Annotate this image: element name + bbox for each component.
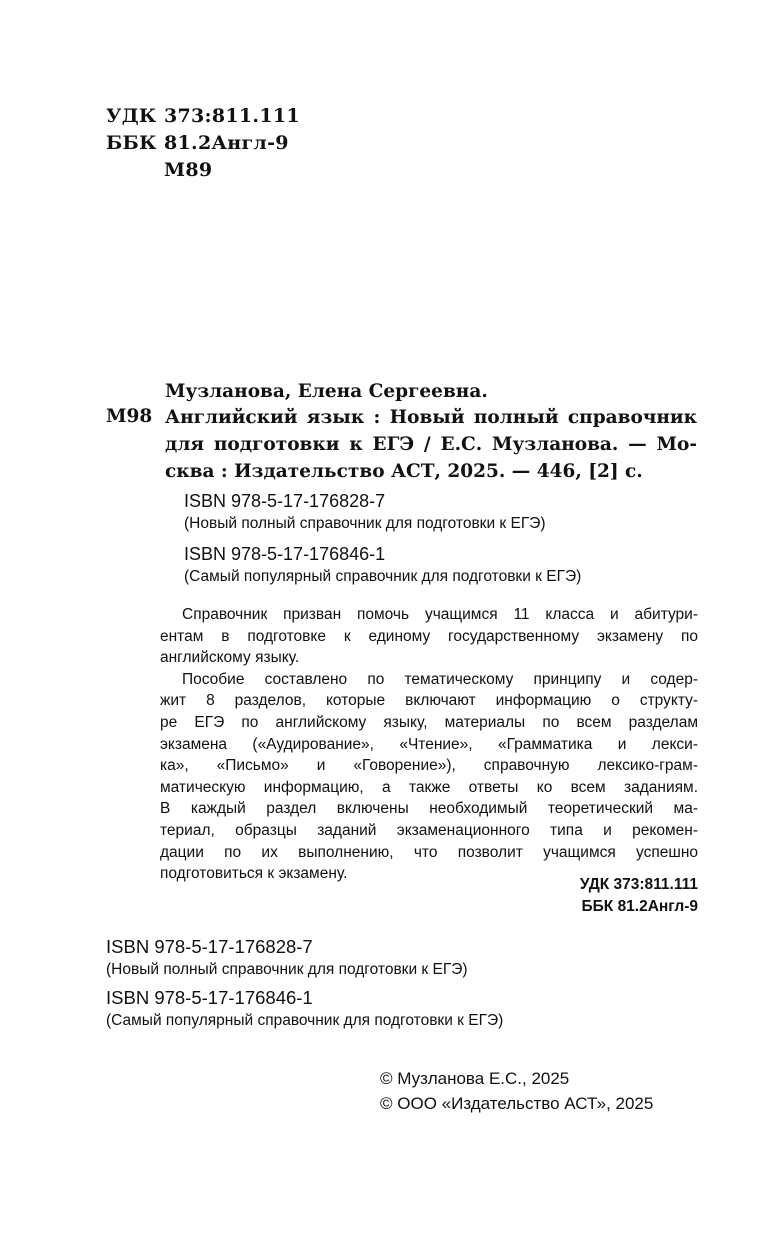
copyright-block [380,1066,653,1116]
annotation-line: ка», «Письмо» и «Говорение»), справочную лексико-грам- [160,757,698,775]
annotation-line: Пособие составлено по тематическому принципу и содер- [182,670,698,688]
isbn-note: (Новый полный справочник для подготовки к ЕГЭ) [106,961,468,978]
isbn-entry-footer [106,986,503,1032]
title-line: для подготовки к ЕГЭ / Е.С. Музланова. — Мо- [165,434,697,455]
annotation-line: подготовиться к экзамену. [160,865,348,883]
isbn-note: (Самый популярный справочник для подготовки к ЕГЭ) [106,1012,504,1029]
footer-udk: УДК 373:811.111 [579,876,698,893]
annotation-line: Справочник призван помочь учащимся 11 класса и абитури- [182,606,698,623]
isbn-number: ISBN 978-5-17-176828-7 [106,936,313,957]
cutter-mark: М98 [106,406,153,427]
annotation-line: дации по их выполнению, что позволит учащимся успешно [160,843,698,861]
annotation-line: матическую информацию, а также ответы ко всем заданиям. [160,778,698,796]
bbk-label: ББК [106,132,157,154]
bbk-row [106,130,300,157]
udk-label: УДК [106,105,157,127]
isbn-number: ISBN 978-5-17-176828-7 [184,491,386,511]
annotation-line: В каждый раздел включены необходимый теоретический ма- [160,800,698,818]
annotation [160,604,698,885]
copyright-author: © Музланова Е.С., 2025 [380,1069,570,1088]
isbn-note: (Самый популярный справочник для подготовки к ЕГЭ) [184,568,582,585]
isbn-entry-footer [106,935,468,981]
isbn-entry [184,542,581,588]
annotation-line: ентам в подготовке к единому государственному экзамену по [160,627,698,645]
udk-row [106,103,300,130]
isbn-number: ISBN 978-5-17-176846-1 [106,987,313,1008]
author-mark-row [106,157,300,184]
title-line: Английский язык : Новый полный справочник [165,407,697,428]
annotation-line: экзамена («Аудирование», «Чтение», «Грамматика и лекси- [160,735,698,753]
isbn-note: (Новый полный справочник для подготовки к ЕГЭ) [184,515,546,532]
classification-codes [106,103,300,184]
annotation-line: териал, образцы заданий экзаменационного типа и рекомен- [160,821,698,839]
footer-bbk: ББК 81.2Англ-9 [581,898,698,915]
isbn-entry [184,489,546,535]
isbn-number: ISBN 978-5-17-176846-1 [184,544,386,564]
udk-value: 373:811.111 [164,105,300,127]
title-line: сква : Издательство АСТ, 2025. — 446, [2] с. [165,461,643,482]
annotation-line: ре ЕГЭ по английскому языку, материалы по всем разделам [160,713,698,731]
title-statement [165,404,697,485]
copyright-publisher: © ООО «Издательство АСТ», 2025 [380,1094,654,1113]
annotation-line: жит 8 разделов, которые включают информацию о структу- [160,692,698,710]
bbk-value: 81.2Англ-9 [164,132,289,154]
annotation-line: английскому языку. [160,649,300,667]
author-mark: М89 [164,159,213,181]
author-heading: Музланова, Елена Сергеевна. [165,381,488,402]
footer-codes [580,874,698,918]
